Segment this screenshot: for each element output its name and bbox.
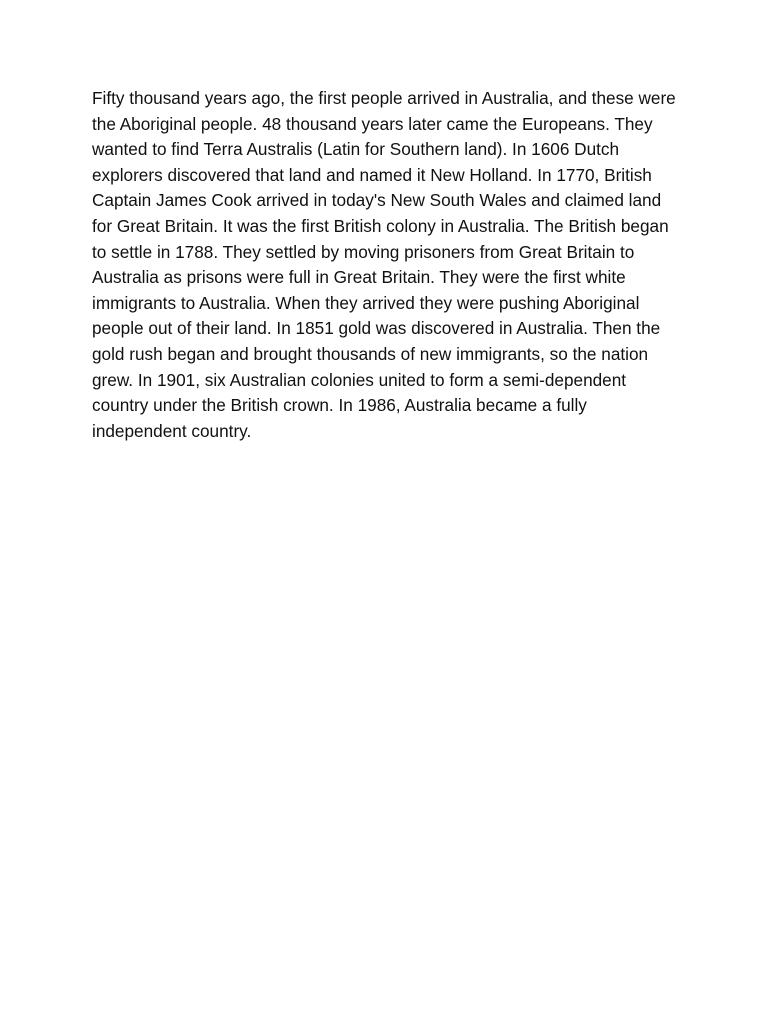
body-paragraph: Fifty thousand years ago, the first people arrived in Australia, and these were the Aboriginal people. 48 thousand years later came the Europeans. They wanted to find Terra Australis (Latin for Southern land). In 1606 Dutch explorers discovered that land and named it New Holland. In 1770, British Captain James Cook arrived in today's New South Wales and claimed land for Great Britain. It was the first British colony in Australia. The British began to settle in 1788. They settled by moving prisoners from Great Britain to Australia as prisons were full in Great Britain. They were the first white immigrants to Australia. When they arrived they were pushing Aboriginal people out of their land. In 1851 gold was discovered in Australia. Then the gold rush began and brought thousands of new immigrants, so the nation grew. In 1901, six Australian colonies united to form a semi-dependent country under the British crown. In 1986, Australia became a fully independent country. xyxy=(92,88,676,441)
